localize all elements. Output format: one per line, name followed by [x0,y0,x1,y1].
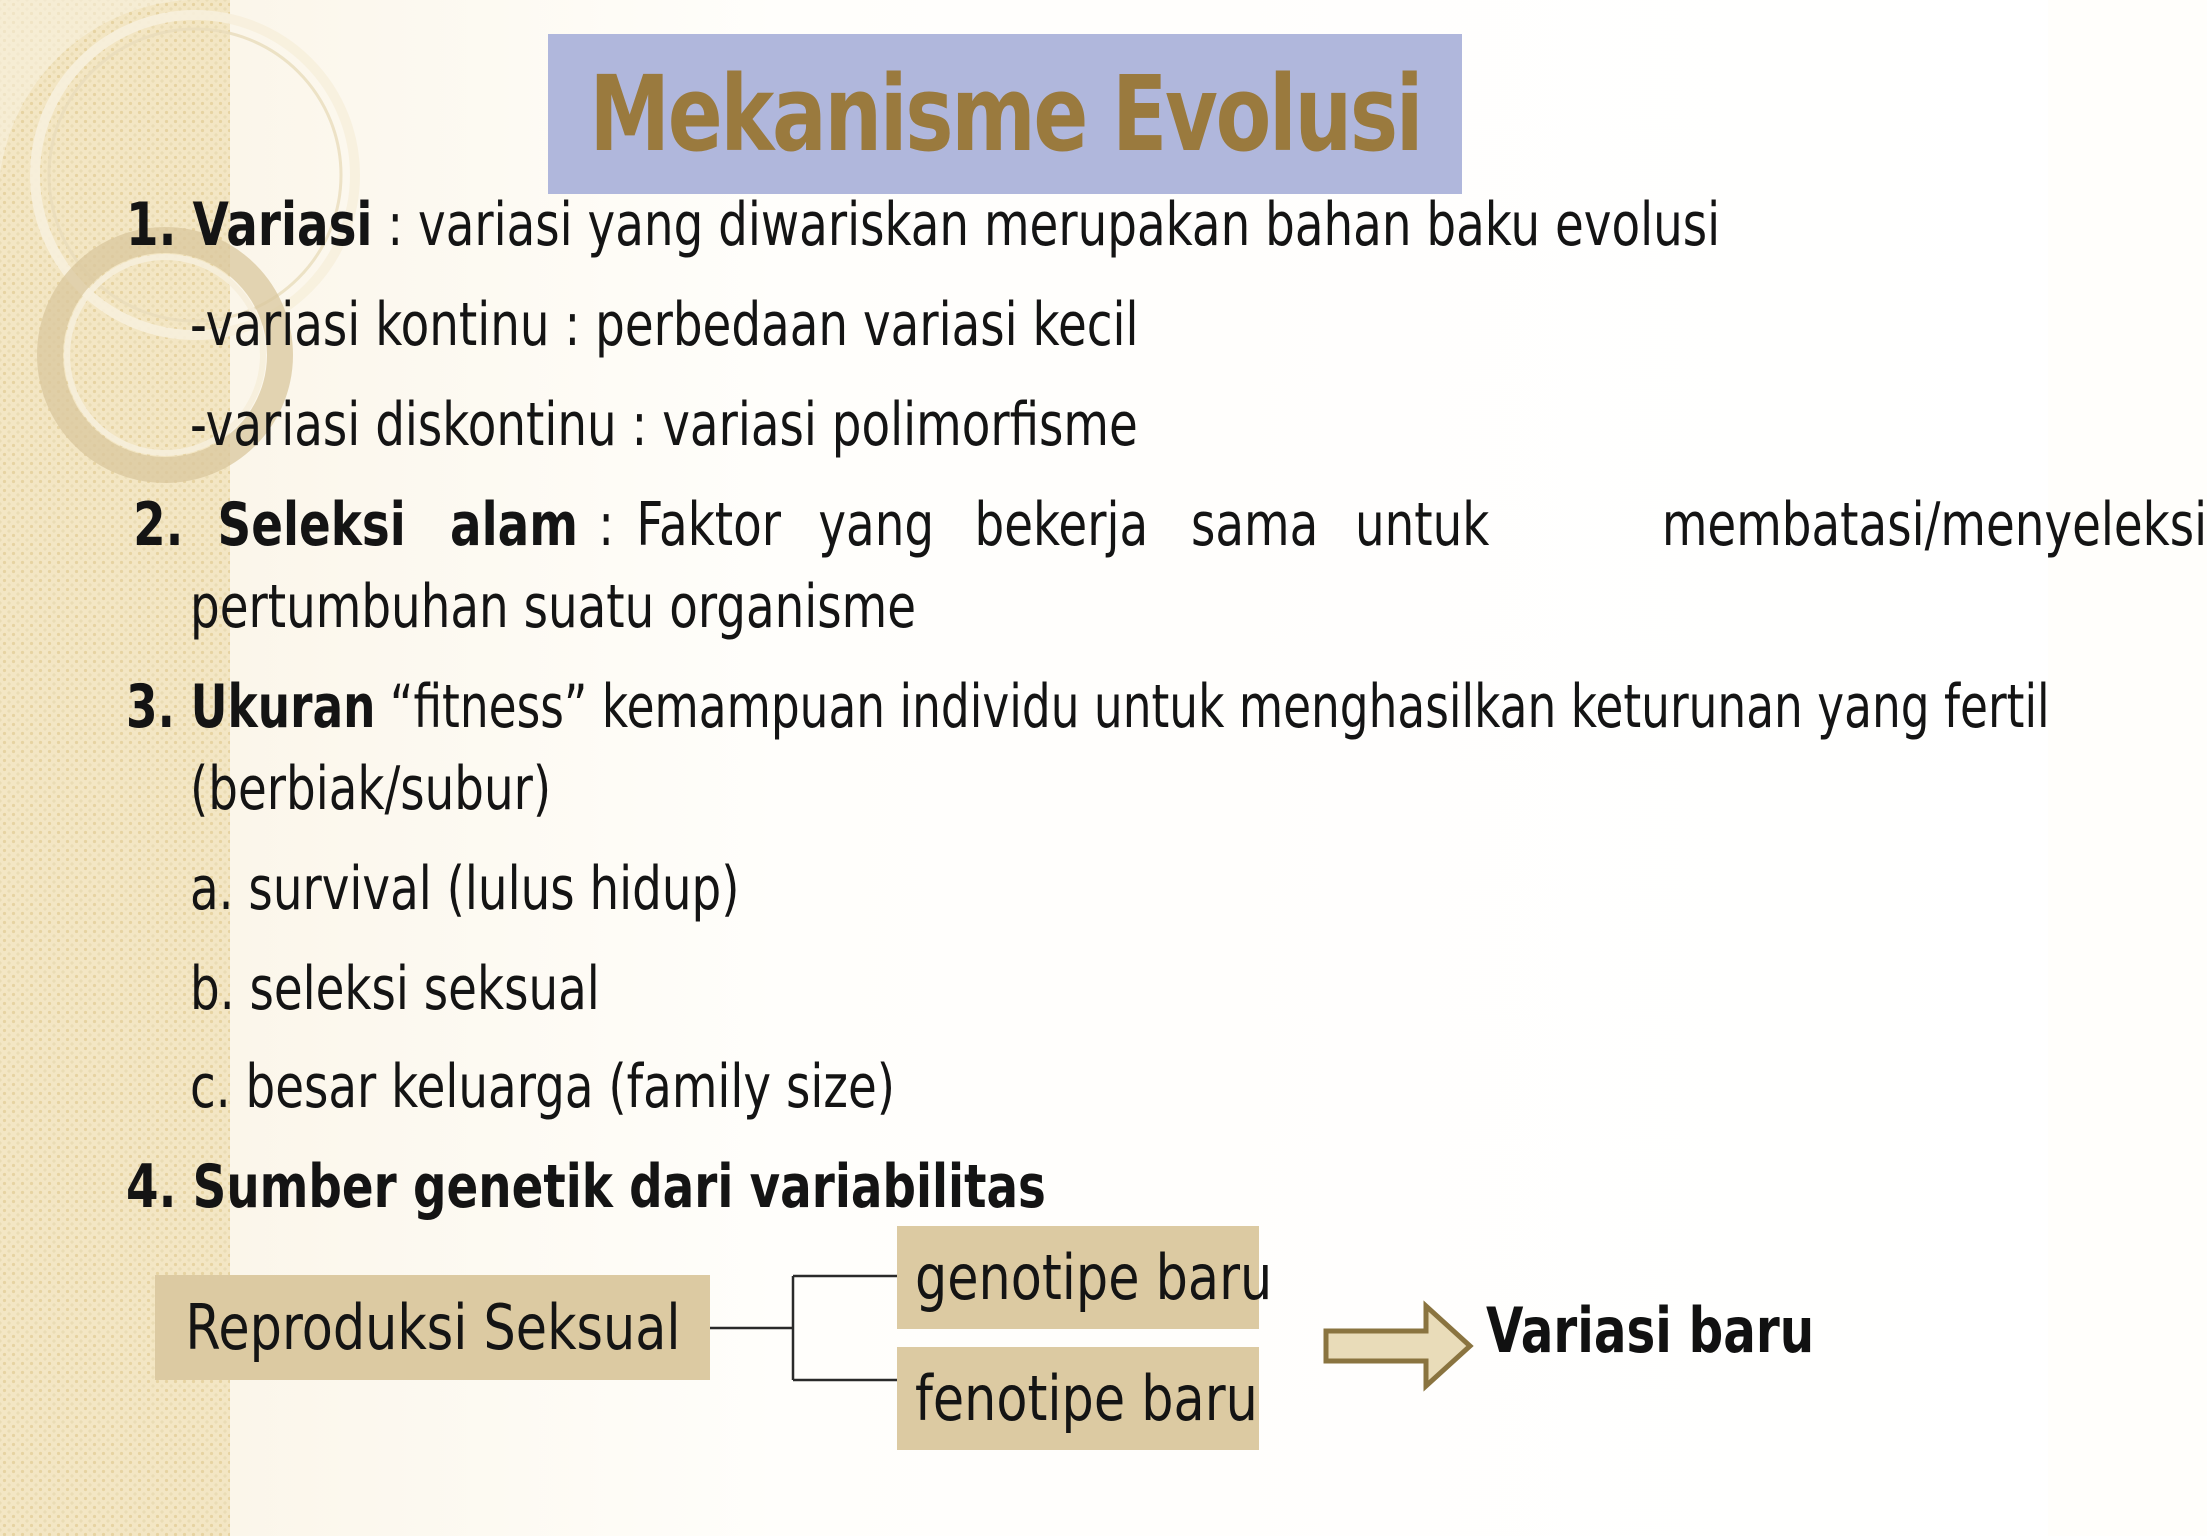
item-1-label: 1. Variasi [126,190,373,260]
item-2-word: yang [817,490,934,560]
item-2-word: bekerja [974,490,1149,560]
item-2-word: membatasi/menyeleksi [1662,490,2207,560]
item-2-word: untuk [1354,490,1490,560]
item-3-text: “fitness” kemampuan individu untuk menghasilkan keturunan yang fertil [375,672,2050,742]
item-2-label-num: 2. [133,490,184,560]
item-2-continuation: pertumbuhan suatu organisme [190,572,917,642]
item-3-sub-b: b. seleksi seksual [190,954,600,1024]
item-2-word: sama [1190,490,1318,560]
item-3-label: 3. Ukuran [126,672,376,742]
branch-fenotipe-label: fenotipe baru [915,1362,1258,1435]
source-box-label: Reproduksi Seksual [184,1291,681,1364]
item-2-label-word-2: alam [449,490,578,560]
item-2-label-word-1: Seleksi [217,490,406,560]
right-arrow-icon [1326,1306,1470,1386]
item-1-sub-2: -variasi diskontinu : variasi polimorfisme [190,390,1138,460]
slide-title: Mekanisme Evolusi [589,53,1421,175]
item-3-sub-a: a. survival (lulus hidup) [190,854,740,924]
branch-genotipe-label: genotipe baru [915,1241,1273,1314]
item-3-continuation: (berbiak/subur) [190,754,552,824]
item-3-sub-c: c. besar keluarga (family size) [190,1052,895,1122]
item-2-word: : [598,490,614,560]
item-1-text: : variasi yang diwariskan merupakan bahan baku evolusi [372,190,1721,260]
item-2-word: Faktor [636,490,782,560]
result-label: Variasi baru [1486,1294,1815,1367]
item-4-label: 4. Sumber genetik dari variabilitas [126,1152,1046,1222]
item-1-sub-1: -variasi kontinu : perbedaan variasi kecil [190,290,1139,360]
